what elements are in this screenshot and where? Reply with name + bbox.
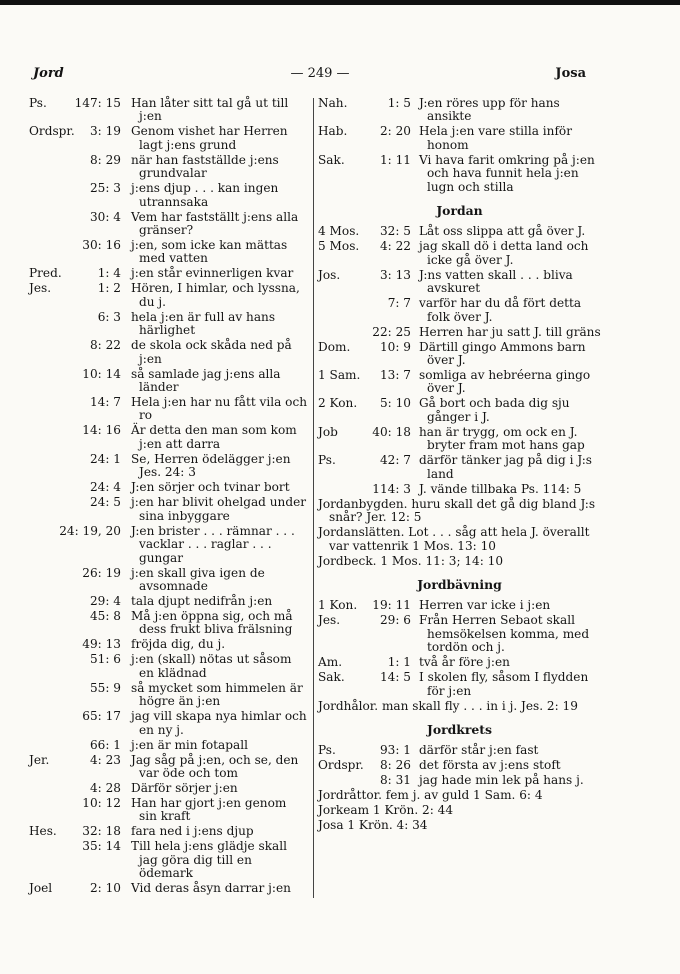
concordance-entry bbox=[318, 154, 601, 194]
verse-ref: 19: 11 bbox=[372, 598, 411, 613]
concordance-entry bbox=[318, 671, 601, 698]
verse-ref: 66: 1 bbox=[89, 737, 121, 752]
quote-text: hela j:en är full av hans härlighet bbox=[131, 309, 276, 338]
concordance-entry bbox=[29, 525, 307, 565]
verse-ref: 1: 5 bbox=[387, 96, 411, 110]
book-abbrev: Ordspr. bbox=[318, 758, 364, 773]
concordance-entry bbox=[318, 341, 601, 368]
quote-text: det första av j:ens stoft bbox=[419, 758, 561, 773]
concordance-entry bbox=[318, 599, 601, 612]
concordance-entry bbox=[29, 282, 307, 309]
quote-text: Hela j:en vare stilla inför honom bbox=[419, 124, 572, 152]
quote-text: Herren var icke i j:en bbox=[419, 598, 551, 613]
verse-ref: 32: 5 bbox=[379, 224, 411, 239]
quote-text: Hela j:en har nu fått vila och ro bbox=[131, 395, 308, 423]
concordance-entry bbox=[29, 481, 307, 494]
quote-text: Vem har fastställt j:ens alla gränser? bbox=[131, 209, 299, 238]
quote-text: så mycket som himmelen är högre än j:en bbox=[131, 680, 303, 709]
quote-text: Herren har ju satt J. till gräns bbox=[419, 324, 601, 339]
entries-jordhalor bbox=[318, 700, 601, 713]
quote-text: jag skall dö i detta land och icke gå över J. bbox=[419, 239, 589, 267]
concordance-entry bbox=[318, 125, 601, 152]
book-abbrev: Sak. bbox=[318, 152, 345, 167]
verse-ref: 22: 25 bbox=[372, 324, 411, 339]
quote-text: Se, Herren ödelägger j:en Jes. 24: 3 bbox=[131, 451, 291, 480]
compound-entry: Jordanbygden. huru skall det gå dig bland J:s snår? Jer. 12: 5 bbox=[318, 496, 596, 525]
verse-ref: 13: 7 bbox=[379, 368, 411, 383]
page-header bbox=[0, 66, 680, 86]
verse-ref: 49: 13 bbox=[82, 637, 121, 652]
book-abbrev: Jos. bbox=[318, 267, 341, 282]
quote-text: I skolen fly, såsom I flydden för j:en bbox=[419, 670, 589, 698]
quote-text: Från Herren Sebaot skall hemsökelsen komma, med tordön och j. bbox=[419, 613, 590, 655]
concordance-entry bbox=[29, 453, 307, 480]
compound-entry: Jordhålor. man skall fly . . . in i j. Jes. 2: 19 bbox=[318, 698, 578, 713]
left-column bbox=[29, 97, 307, 897]
book-abbrev: Nah. bbox=[318, 96, 348, 110]
quote-text: Han låter sitt tal gå ut till j:en bbox=[131, 96, 289, 124]
verse-ref: 14: 7 bbox=[89, 395, 121, 410]
quote-text: fröjda dig, du j. bbox=[131, 637, 226, 652]
quote-text: tala djupt nedifrån j:en bbox=[131, 593, 273, 608]
section-heading-jordbavning: Jordbävning bbox=[417, 576, 502, 592]
verse-ref: 1: 4 bbox=[97, 266, 121, 281]
concordance-entry bbox=[318, 744, 601, 757]
quote-text: J:en sörjer och tvinar bort bbox=[131, 480, 290, 495]
verse-ref: 5: 10 bbox=[379, 396, 411, 411]
verse-ref: 8: 31 bbox=[379, 773, 411, 788]
concordance-entry bbox=[29, 682, 307, 709]
running-head-left: Jord bbox=[33, 66, 64, 81]
verse-ref: 1: 1 bbox=[387, 655, 411, 670]
verse-ref: 8: 22 bbox=[89, 338, 121, 353]
concordance-entry bbox=[318, 774, 601, 787]
concordance-entry bbox=[318, 225, 601, 238]
concordance-entry bbox=[29, 211, 307, 238]
book-abbrev: Jer. bbox=[29, 752, 50, 767]
concordance-entry bbox=[29, 267, 307, 280]
verse-ref: 8: 29 bbox=[89, 152, 121, 167]
book-abbrev: 1 Kon. bbox=[318, 598, 358, 613]
verse-ref: 14: 16 bbox=[82, 423, 121, 438]
concordance-entry bbox=[29, 739, 307, 752]
concordance-entry bbox=[29, 797, 307, 824]
quote-text: två år före j:en bbox=[419, 655, 510, 670]
verse-ref: 10: 9 bbox=[379, 339, 411, 354]
concordance-entry bbox=[29, 396, 307, 423]
concordance-entry bbox=[29, 638, 307, 651]
compound-entry: Jorkeam 1 Krön. 2: 44 bbox=[318, 803, 454, 818]
verse-ref: 147: 15 bbox=[74, 96, 121, 110]
concordance-entry bbox=[29, 311, 307, 338]
quote-text: J:en röres upp för hans ansikte bbox=[419, 96, 560, 124]
concordance-entry bbox=[318, 240, 601, 267]
entries-jordan-compounds bbox=[318, 498, 601, 568]
book-abbrev: 5 Mos. bbox=[318, 239, 360, 254]
book-abbrev: Ps. bbox=[318, 453, 336, 468]
concordance-entry bbox=[29, 754, 307, 781]
verse-ref: 29: 4 bbox=[89, 593, 121, 608]
top-rule bbox=[0, 0, 680, 5]
quote-text: jag vill skapa nya himlar och en ny j. bbox=[131, 709, 307, 737]
entries-jordan bbox=[318, 225, 601, 496]
verse-ref: 24: 4 bbox=[89, 480, 121, 495]
quote-text: när han fastställde j:ens grundvalar bbox=[131, 152, 279, 181]
book-abbrev: Jes. bbox=[29, 281, 52, 296]
concordance-entry bbox=[29, 653, 307, 680]
verse-ref: 51: 6 bbox=[89, 652, 121, 667]
entries-jordbavning bbox=[318, 599, 601, 698]
quote-text: så samlade jag j:ens alla länder bbox=[131, 366, 281, 395]
compound-entry: Jordbeck. 1 Mos. 11: 3; 14: 10 bbox=[318, 553, 504, 568]
book-abbrev: Ordspr. bbox=[29, 124, 75, 139]
quote-text: Låt oss slippa att gå över J. bbox=[419, 224, 586, 239]
concordance-entry bbox=[318, 656, 601, 669]
book-abbrev: Hes. bbox=[29, 824, 57, 839]
verse-ref: 25: 3 bbox=[89, 181, 121, 196]
concordance-entry bbox=[29, 825, 307, 838]
concordance-entry bbox=[29, 239, 307, 266]
verse-ref: 2: 10 bbox=[89, 881, 121, 896]
verse-ref: 55: 9 bbox=[89, 680, 121, 695]
concordance-entry bbox=[29, 154, 307, 181]
verse-ref: 29: 6 bbox=[379, 613, 411, 628]
book-abbrev: Joel bbox=[29, 881, 53, 896]
compound-entry: Josa 1 Krön. 4: 34 bbox=[318, 818, 428, 833]
book-abbrev: Jes. bbox=[318, 613, 341, 628]
quote-text: Hören, I himlar, och lyssna, du j. bbox=[131, 281, 300, 309]
concordance-entry bbox=[318, 369, 601, 396]
concordance-entry bbox=[318, 483, 601, 496]
quote-text: de skola ock skåda ned på j:en bbox=[131, 338, 292, 366]
book-abbrev: Job bbox=[318, 424, 338, 439]
quote-text: Därför sörjer j:en bbox=[131, 780, 238, 795]
compound-entry: Jordanslätten. Lot . . . såg att hela J. överallt var vattenrik 1 Mos. 13: 10 bbox=[318, 525, 590, 553]
verse-ref: 1: 2 bbox=[97, 281, 121, 296]
verse-ref: 65: 17 bbox=[82, 709, 121, 724]
verse-ref: 4: 22 bbox=[379, 239, 411, 254]
concordance-entry bbox=[318, 454, 601, 481]
verse-ref: 3: 13 bbox=[379, 267, 411, 282]
quote-text: j:en skall giva igen de avsomnade bbox=[131, 565, 265, 593]
concordance-entry bbox=[29, 424, 307, 451]
quote-text: Gå bort och bada dig sju gånger i J. bbox=[419, 396, 570, 424]
concordance-entry bbox=[29, 610, 307, 637]
quote-text: Må j:en öppna sig, och må dess frukt bliva frälsning bbox=[131, 608, 293, 637]
concordance-entry bbox=[29, 782, 307, 795]
concordance-entry bbox=[29, 882, 307, 895]
verse-ref: 24: 5 bbox=[89, 495, 121, 510]
verse-ref: 114: 3 bbox=[372, 481, 411, 496]
quote-text: därför tänker jag på dig i J:s land bbox=[419, 453, 592, 481]
quote-text: J:en brister . . . rämnar . . . vacklar . . . raglar . . . gungar bbox=[131, 523, 295, 565]
verse-ref: 30: 16 bbox=[82, 238, 121, 253]
verse-ref: 8: 26 bbox=[379, 758, 411, 773]
quote-text: Genom vishet har Herren lagt j:ens grund bbox=[131, 124, 288, 152]
concordance-entry bbox=[29, 496, 307, 523]
quote-text: j:en är min fotapall bbox=[131, 737, 248, 752]
quote-text: därför står j:en fast bbox=[419, 743, 539, 758]
concordance-entry bbox=[29, 182, 307, 209]
section-heading-jordkrets: Jordkrets bbox=[426, 721, 492, 737]
verse-ref: 30: 4 bbox=[89, 209, 121, 224]
column-divider bbox=[313, 98, 314, 898]
concordance-entry bbox=[318, 269, 601, 296]
verse-ref: 40: 18 bbox=[372, 424, 411, 439]
concordance-entry bbox=[318, 614, 601, 654]
concordance-entry bbox=[29, 339, 307, 366]
section-heading-jordan: Jordan bbox=[436, 203, 483, 219]
book-abbrev: Hab. bbox=[318, 124, 348, 139]
entries-jord-continued bbox=[318, 97, 601, 194]
verse-ref: 32: 18 bbox=[82, 824, 121, 839]
page-number: — 249 — bbox=[290, 66, 350, 81]
concordance-entry bbox=[318, 397, 601, 424]
book-abbrev: Am. bbox=[318, 655, 343, 670]
verse-ref: 26: 19 bbox=[82, 565, 121, 580]
verse-ref: 10: 12 bbox=[82, 795, 121, 810]
quote-text: J. vände tillbaka Ps. 114: 5 bbox=[419, 481, 582, 496]
concordance-entry bbox=[29, 710, 307, 737]
concordance-entry bbox=[29, 125, 307, 152]
concordance-entry bbox=[29, 595, 307, 608]
book-abbrev: 2 Kon. bbox=[318, 396, 358, 411]
verse-ref: 3: 19 bbox=[89, 124, 121, 139]
entries-jordkrets bbox=[318, 744, 601, 787]
quote-text: Är detta den man som kom j:en att darra bbox=[131, 423, 297, 451]
concordance-entry bbox=[29, 567, 307, 594]
verse-ref: 14: 5 bbox=[379, 670, 411, 685]
verse-ref: 35: 14 bbox=[82, 839, 121, 854]
concordance-entry bbox=[318, 426, 601, 453]
quote-text: Vi hava farit omkring på j:en och hava funnit hela j:en lugn och stilla bbox=[419, 152, 595, 194]
compound-entry: Jordråttor. fem j. av guld 1 Sam. 6: 4 bbox=[318, 788, 543, 803]
verse-ref: 24: 19, 20 bbox=[59, 523, 121, 538]
verse-ref: 45: 8 bbox=[89, 608, 121, 623]
quote-text: jag hade min lek på hans j. bbox=[419, 773, 584, 788]
verse-ref: 10: 14 bbox=[82, 366, 121, 381]
concordance-entry bbox=[318, 326, 601, 339]
quote-text: j:en (skall) nötas ut såsom en klädnad bbox=[131, 652, 292, 680]
quote-text: j:en står evinnerligen kvar bbox=[131, 266, 294, 281]
verse-ref: 42: 7 bbox=[379, 453, 411, 468]
quote-text: J:ns vatten skall . . . bliva avskuret bbox=[419, 267, 573, 296]
concordance-entry bbox=[318, 97, 601, 124]
book-abbrev: Sak. bbox=[318, 670, 345, 685]
concordance-entry bbox=[29, 368, 307, 395]
book-abbrev: Dom. bbox=[318, 339, 351, 354]
concordance-entry bbox=[29, 840, 307, 880]
book-abbrev: Pred. bbox=[29, 266, 62, 281]
running-head-right: Josa bbox=[555, 66, 586, 81]
verse-ref: 24: 1 bbox=[89, 451, 121, 466]
quote-text: Jag såg på j:en, och se, den var öde och tom bbox=[131, 752, 299, 780]
quote-text: Därtill gingo Ammons barn över J. bbox=[419, 339, 586, 368]
verse-ref: 4: 23 bbox=[89, 752, 121, 767]
book-abbrev: Ps. bbox=[29, 96, 47, 110]
quote-text: j:en har blivit ohelgad under sina inbyggare bbox=[131, 495, 307, 523]
concordance-entry bbox=[318, 297, 601, 324]
quote-text: j:en, som icke kan mättas med vatten bbox=[131, 238, 288, 266]
quote-text: Han har gjort j:en genom sin kraft bbox=[131, 795, 287, 824]
book-abbrev: Ps. bbox=[318, 743, 336, 758]
entries-jordrattor bbox=[318, 789, 601, 832]
quote-text: han är trygg, om ock en J. bryter fram mot hans gap bbox=[419, 424, 585, 453]
verse-ref: 6: 3 bbox=[97, 309, 121, 324]
concordance-entry bbox=[29, 97, 307, 124]
quote-text: j:ens djup . . . kan ingen utrannsaka bbox=[131, 181, 279, 209]
right-column bbox=[318, 97, 601, 834]
quote-text: somliga av hebréerna gingo över J. bbox=[419, 368, 591, 396]
book-abbrev: 1 Sam. bbox=[318, 368, 361, 383]
quote-text: fara ned i j:ens djup bbox=[131, 824, 254, 839]
verse-ref: 7: 7 bbox=[387, 296, 411, 311]
quote-text: varför har du då fört detta folk över J. bbox=[419, 296, 582, 324]
book-abbrev: 4 Mos. bbox=[318, 224, 360, 239]
quote-text: Vid deras åsyn darrar j:en bbox=[131, 881, 291, 896]
quote-text: Till hela j:ens glädje skall jag göra dig till en ödemark bbox=[131, 839, 287, 881]
concordance-entry bbox=[318, 759, 601, 772]
verse-ref: 2: 20 bbox=[379, 124, 411, 139]
verse-ref: 93: 1 bbox=[379, 743, 411, 758]
verse-ref: 1: 11 bbox=[379, 152, 411, 167]
verse-ref: 4: 28 bbox=[89, 780, 121, 795]
